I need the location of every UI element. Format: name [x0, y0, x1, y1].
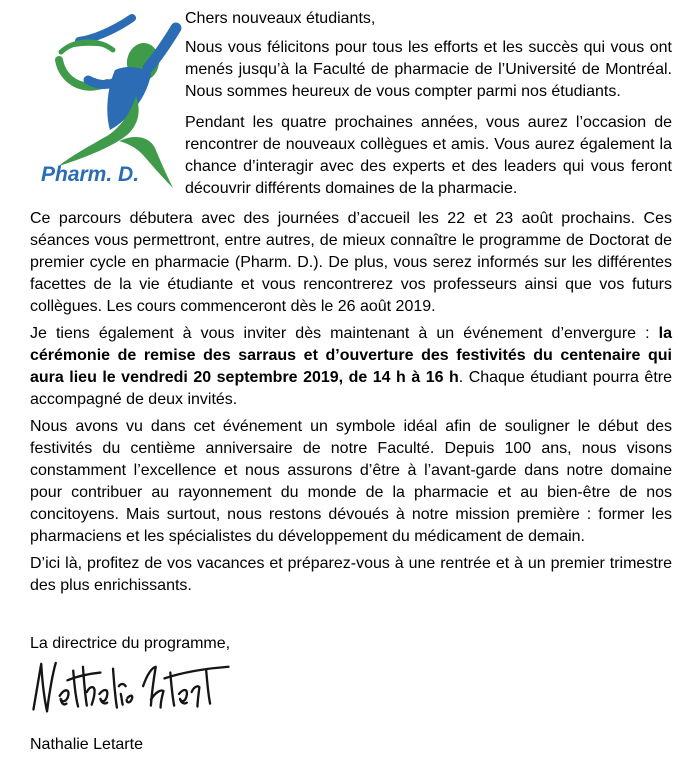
ceremony-outro: . Chaque étudiant pourra être accompagné de deux invités.: [30, 369, 673, 408]
paragraph-ceremony: [30, 323, 672, 411]
logo-label: Pharm. D.: [41, 163, 140, 186]
ceremony-bold-highlight: la cérémonie de remise des sarraus et d’ouverture des festivités du centenaire qui aura lieu le vendredi 20 septembre 2019, de 14 h à 16 h: [30, 325, 672, 386]
paragraph-congratulations: Nous vous félicitons pour tous les efforts et les succès qui vous ont menés jusqu’à la Faculté de pharmacie de l’Université de Montréal. Nous sommes heureux de vous compter parmi nos étudiants.: [185, 39, 672, 100]
handwritten-signature: [28, 659, 233, 725]
paragraph-next-years: Pendant les quatre prochaines années, vous aurez l’occasion de rencontrer de nouveaux collègues et amis. Vous aurez également la chance d’interagir avec des experts et des leaders qui vous feront découvrir différents domaines de la pharmacie.: [185, 114, 672, 197]
signer-name: Nathalie Letarte: [30, 736, 143, 753]
ceremony-intro: Je tiens également à vous inviter dès maintenant à un événement d’envergure :: [30, 325, 659, 342]
pharm-d-logo: [30, 8, 185, 200]
letter-header: [30, 8, 672, 200]
salutation: Chers nouveaux étudiants,: [185, 10, 376, 27]
paragraph-orientation: Ce parcours débutera avec des journées d’accueil les 22 et 23 août prochains. Ces séances vous permettront, entre autres, de mieux connaître le programme de Doctorat de premier cycle en pharmacie (Pharm. D.). De plus, vous serez informés sur les différentes facettes de la vie étudiante et vous rencontrerez vos professeurs ainsi que vos futurs collègues. Les cours commenceront dès le 26 août 2019.: [30, 210, 672, 315]
paragraph-farewell: D’ici là, profitez de vos vacances et préparez-vous à une rentrée et à un premier trimestre des plus enrichissants.: [30, 555, 672, 594]
header-text-column: [185, 8, 672, 200]
paragraph-centennial: Nous avons vu dans cet événement un symbole idéal afin de souligner le début des festivités du centième anniversaire de notre Faculté. Depuis 100 ans, nous visons constamment l’excellence et nous assurons d’être à l’avant-garde dans notre domaine pour contribuer au rayonnement du monde de la pharmacie et au bien-être de nos concitoyens. Mais surtout, nous restons dévoués à notre mission première : former les pharmaciens et les spécialistes du développement du médicament de demain.: [30, 418, 672, 545]
closing-line: La directrice du programme,: [30, 635, 231, 652]
letter-body: [30, 208, 672, 756]
